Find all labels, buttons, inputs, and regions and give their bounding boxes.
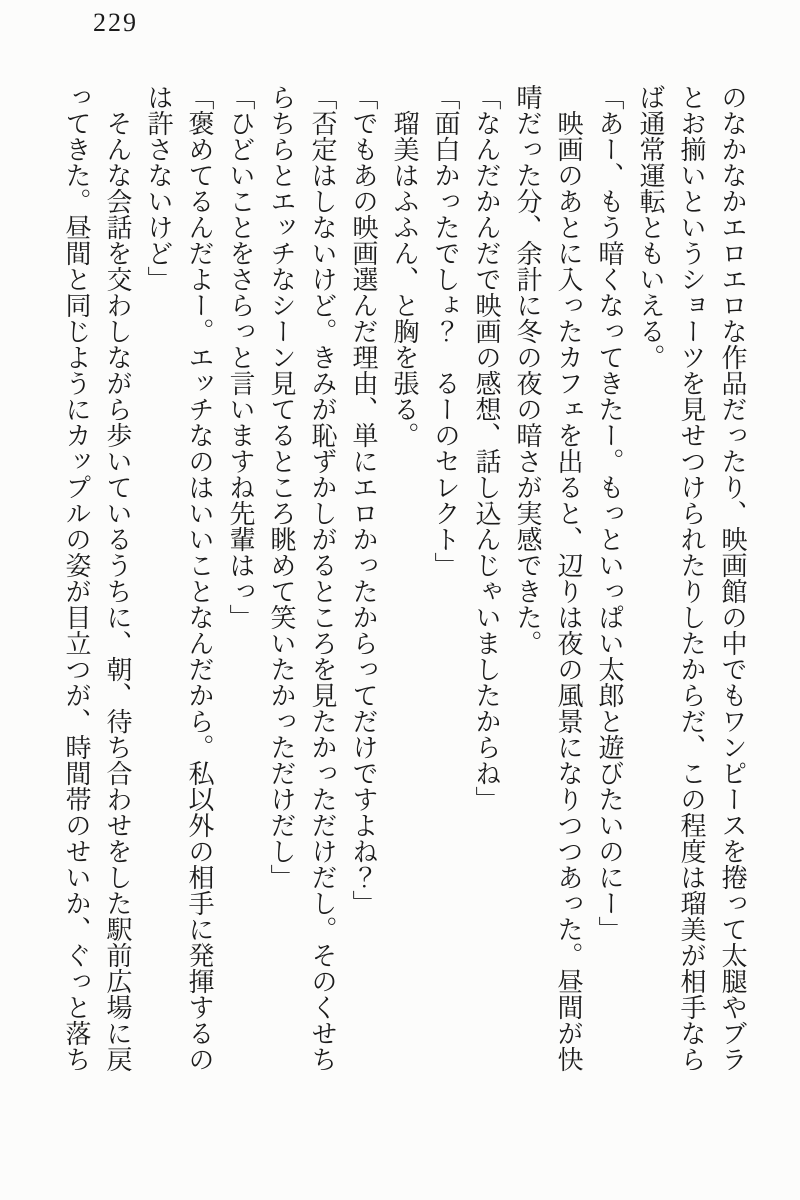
- paragraph-narration-4: そんな会話を交わしながら歩いているうちに、朝、待ち合わせをした駅前広場に戻ってきた。昼間と同じようにカップルの姿が目立つが、時間帯のせいか、ぐっと落ち: [62, 84, 132, 1072]
- text-block: [56, 84, 753, 1094]
- paragraph-dialogue-7: 「褒めてるんだよー。エッチなのはいいことなんだから。私以外の相手に発揮するのは許さないけど」: [144, 84, 214, 1072]
- paragraph-dialogue-5: 「否定はしないけど。きみが恥ずかしがるところを見たかっただけだし。そのくせちらちらとエッチなシーン見てるところ眺めて笑いたかっただけだし」: [267, 84, 337, 1072]
- paragraph-dialogue-2: 「なんだかんだで映画の感想、話し込んじゃいましたからね」: [472, 84, 501, 812]
- page-number: 229: [93, 8, 138, 37]
- paragraph-dialogue-4: 「でもあの映画選んだ理由、単にエロかったからってだけですよね？」: [349, 84, 378, 916]
- paragraph-dialogue-6: 「ひどいことをさらっと言いますね先輩はっ」: [226, 84, 255, 630]
- paragraph-narration-1: のなかなかエロエロな作品だったり、映画館の中でもワンピースを捲って太腿やブラとお揃いというショーツを見せつけられたりしたからだ、この程度は瑠美が相手ならば通常運転ともいえる。: [636, 84, 747, 1072]
- paragraph-narration-2: 映画のあとに入ったカフェを出ると、辺りは夜の風景になりつつあった。昼間が快晴だった分、余計に冬の夜の暗さが実感できた。: [513, 84, 583, 1072]
- paragraph-narration-3: 瑠美はふふん、と胸を張る。: [390, 110, 419, 448]
- paragraph-dialogue-3: 「面白かったでしょ？ るーのセレクト」: [431, 84, 460, 578]
- paragraph-dialogue-1: 「あー、もう暗くなってきたー。もっといっぱい太郎と遊びたいのにー」: [595, 84, 624, 942]
